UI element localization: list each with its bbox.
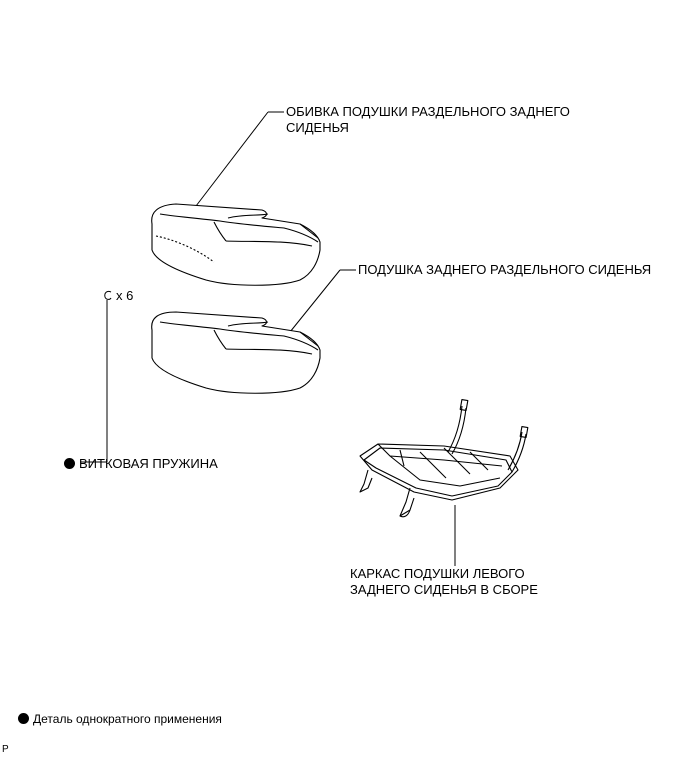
leader-line-cover bbox=[196, 112, 284, 206]
spring-quantity-label: x 6 bbox=[116, 288, 134, 303]
seat-cushion-frame-drawing bbox=[360, 400, 528, 517]
corner-mark: P bbox=[2, 744, 9, 755]
frame-label-line1: КАРКАС ПОДУШКИ ЛЕВОГО bbox=[350, 566, 525, 581]
legend-non-reusable-text: Деталь однократного применения bbox=[33, 712, 222, 726]
seat-cushion-cover-drawing bbox=[152, 204, 320, 285]
coil-spring-label-text: ВИТКОВАЯ ПРУЖИНА bbox=[79, 456, 218, 471]
cushion-label: ПОДУШКА ЗАДНЕГО РАЗДЕЛЬНОГО СИДЕНЬЯ bbox=[358, 262, 652, 277]
legend bbox=[18, 711, 222, 727]
legend-bullet-icon bbox=[18, 713, 29, 724]
leader-line-spring bbox=[80, 300, 107, 462]
frame-label-line2: ЗАДНЕГО СИДЕНЬЯ В СБОРЕ bbox=[350, 582, 538, 597]
coil-spring-label bbox=[64, 456, 218, 472]
cushion-cover-label-line1: ОБИВКА ПОДУШКИ РАЗДЕЛЬНОГО ЗАДНЕГО bbox=[286, 104, 570, 119]
non-reusable-bullet-icon bbox=[64, 458, 75, 469]
cushion-cover-label-line2: СИДЕНЬЯ bbox=[286, 120, 349, 135]
seat-cushion-pad-drawing bbox=[152, 312, 320, 393]
coil-spring-icon bbox=[105, 291, 111, 299]
